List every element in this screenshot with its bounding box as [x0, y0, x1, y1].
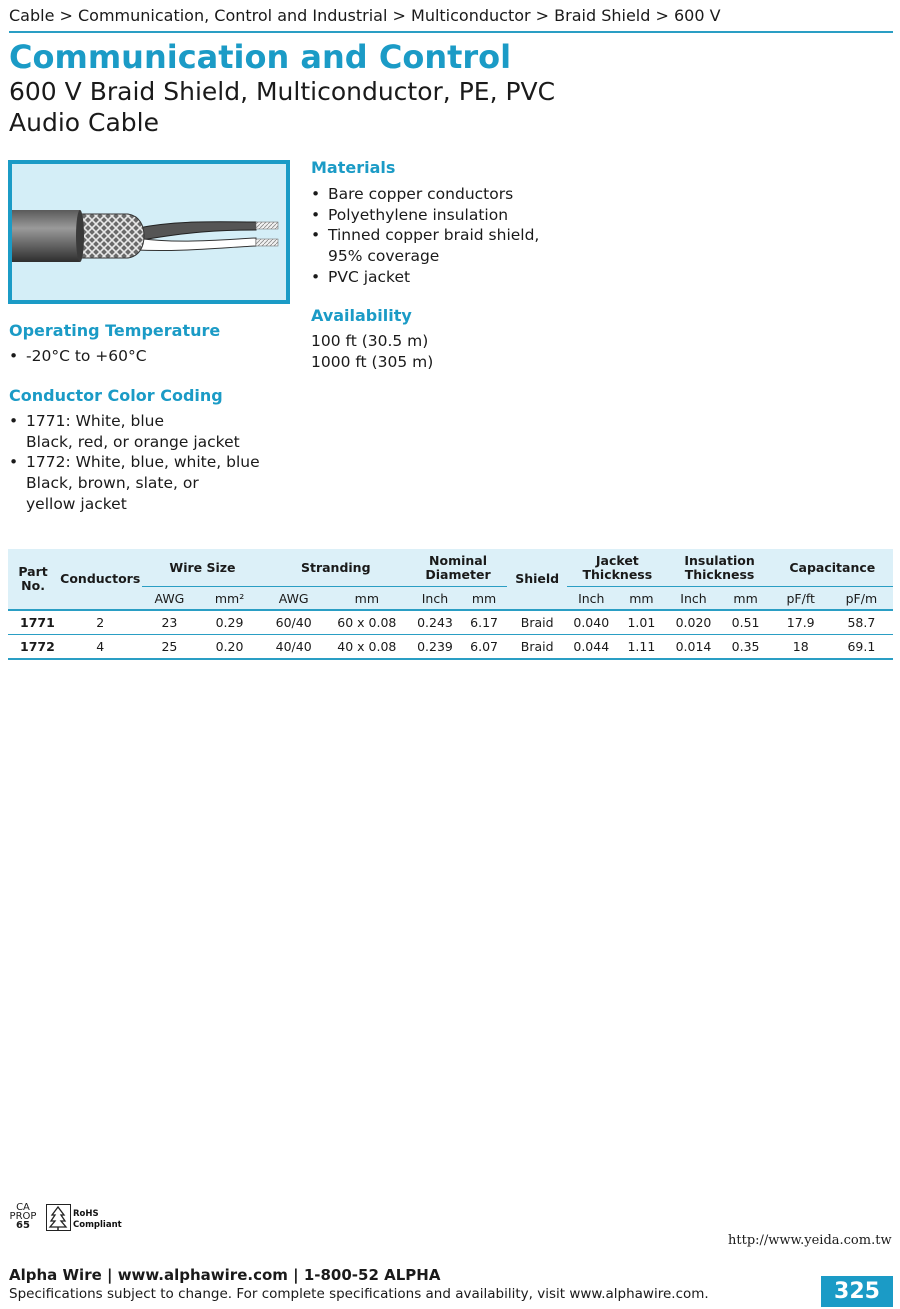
- rohs-compliant-badge: [46, 1204, 122, 1232]
- unit-cell: Inch: [567, 587, 615, 611]
- availability-heading: Availability: [311, 306, 412, 325]
- header-text: Thickness: [582, 566, 653, 582]
- footer-contact: Alpha Wire | www.alphawire.com | 1-800-52 ALPHA: [9, 1266, 441, 1284]
- header-text: Jacket: [595, 552, 639, 568]
- color-coding-heading: Conductor Color Coding: [9, 386, 223, 405]
- table-cell: 0.20: [215, 639, 244, 654]
- table-cell: 23: [161, 615, 178, 630]
- ca-prop-65-badge: [8, 1203, 38, 1230]
- col-capacitance: Capacitance: [772, 549, 893, 587]
- table-cell: 0.239: [417, 639, 453, 654]
- materials-braid-line-1: • Tinned copper braid shield,: [328, 226, 540, 245]
- badge-text: 65: [16, 1220, 30, 1231]
- operating-temperature-heading: Operating Temperature: [9, 321, 221, 340]
- compliant-text: Compliant: [73, 1220, 122, 1230]
- color-coding-1772-line-1: • 1772: White, blue, white, blue: [26, 453, 260, 472]
- table-cell: 0.044: [573, 639, 610, 654]
- unit-cell: pF/ft: [772, 587, 830, 611]
- list-item: • Polyethylene insulation: [311, 205, 539, 226]
- operating-temperature-list: [9, 346, 147, 367]
- color-coding-1772-line-2: Black, brown, slate, or: [26, 474, 199, 493]
- unit-cell: mm: [461, 587, 507, 611]
- col-jacket-thickness: [567, 549, 667, 587]
- table-cell: 2: [96, 615, 105, 630]
- availability-list: [311, 331, 433, 373]
- footer-disclaimer: Specifications subject to change. For complete specifications and availability, visit www.alphawire.com.: [9, 1286, 709, 1302]
- header-rule: [9, 31, 893, 33]
- header-text: Nominal: [429, 552, 487, 568]
- table-cell: 1.01: [627, 615, 656, 630]
- color-coding-1771-line-2: Black, red, or orange jacket: [26, 432, 240, 451]
- table-cell: 0.243: [417, 615, 453, 630]
- header-text: No.: [21, 578, 45, 593]
- page-number: 325: [821, 1276, 893, 1307]
- availability-item: 100 ft (30.5 m): [311, 332, 429, 350]
- col-shield: Shield: [507, 549, 567, 610]
- table-cell: 0.29: [215, 615, 244, 630]
- badge-text: CA: [16, 1202, 30, 1213]
- cell-part-no: 1771: [20, 615, 55, 630]
- list-item: [9, 452, 260, 514]
- color-coding-1771-line-1: • 1771: White, blue: [26, 412, 165, 430]
- col-part-no: [8, 549, 58, 610]
- subtitle-line-1: 600 V Braid Shield, Multiconductor, PE, PVC: [9, 77, 556, 106]
- list-item: • PVC jacket: [311, 267, 539, 288]
- table-header-row: [8, 549, 893, 587]
- table-cell: 0.040: [573, 615, 610, 630]
- materials-braid-line-2: 95% coverage: [328, 247, 440, 266]
- table-cell: 0.020: [675, 615, 712, 630]
- materials-list: [311, 184, 539, 288]
- header-text: Diameter: [425, 566, 491, 582]
- table-cell: 17.9: [786, 615, 815, 630]
- col-wire-size: Wire Size: [142, 549, 262, 587]
- subtitle-line-2: Audio Cable: [9, 108, 159, 137]
- unit-cell: pF/m: [830, 587, 893, 611]
- page-title: Communication and Control: [9, 38, 512, 76]
- table-cell: 25: [161, 639, 178, 654]
- cell-part-no: 1772: [20, 639, 55, 654]
- website-link[interactable]: http://www.yeida.com.tw: [728, 1233, 892, 1248]
- table-cell: 0.51: [731, 615, 760, 630]
- header-text: Insulation: [684, 552, 755, 568]
- table-cell: 40 x 0.08: [337, 639, 397, 654]
- table-cell: 60 x 0.08: [337, 615, 397, 630]
- unit-cell: AWG: [263, 587, 325, 611]
- table-cell: 1.11: [627, 639, 656, 654]
- badge-text: PROP: [9, 1211, 37, 1222]
- list-item: • Bare copper conductors: [311, 184, 539, 205]
- list-item: • -20°C to +60°C: [9, 346, 147, 367]
- header-text: Thickness: [684, 566, 755, 582]
- table-cell: 69.1: [847, 639, 876, 654]
- list-item: [9, 411, 260, 452]
- unit-cell: mm: [720, 587, 772, 611]
- materials-heading: Materials: [311, 158, 396, 177]
- table-row: [8, 610, 893, 635]
- table-cell: 6.17: [470, 615, 498, 630]
- unit-cell: mm: [325, 587, 409, 611]
- spec-table: [8, 549, 893, 660]
- unit-cell: mm: [615, 587, 667, 611]
- unit-cell: AWG: [142, 587, 196, 611]
- col-stranding: Stranding: [263, 549, 409, 587]
- cable-illustration: [8, 160, 290, 304]
- table-cell: 6.07: [470, 639, 498, 654]
- table-row: [8, 635, 893, 660]
- table-cell: 40/40: [275, 639, 312, 654]
- header-text: Part: [18, 564, 48, 579]
- rohs-text: RoHS: [73, 1209, 99, 1219]
- col-insulation-thickness: [667, 549, 771, 587]
- unit-cell: mm²: [196, 587, 262, 611]
- col-nominal-diameter: [409, 549, 507, 587]
- table-cell: Braid: [520, 639, 554, 654]
- availability-item: 1000 ft (305 m): [311, 353, 434, 371]
- list-item: [311, 225, 539, 266]
- table-cell: 18: [792, 639, 809, 654]
- page-subtitle: [9, 76, 555, 138]
- color-coding-1772-line-3: yellow jacket: [26, 494, 127, 513]
- table-cell: 0.35: [731, 639, 760, 654]
- col-conductors: Conductors: [58, 549, 142, 610]
- table-cell: 0.014: [675, 639, 712, 654]
- table-cell: 60/40: [275, 615, 312, 630]
- unit-cell: Inch: [409, 587, 461, 611]
- table-cell: 4: [96, 639, 105, 654]
- color-coding-list: [9, 411, 260, 515]
- table-cell: Braid: [520, 615, 554, 630]
- unit-cell: Inch: [667, 587, 719, 611]
- table-cell: 58.7: [847, 615, 876, 630]
- breadcrumb: Cable > Communication, Control and Industrial > Multiconductor > Braid Shield > 600 V: [9, 6, 721, 25]
